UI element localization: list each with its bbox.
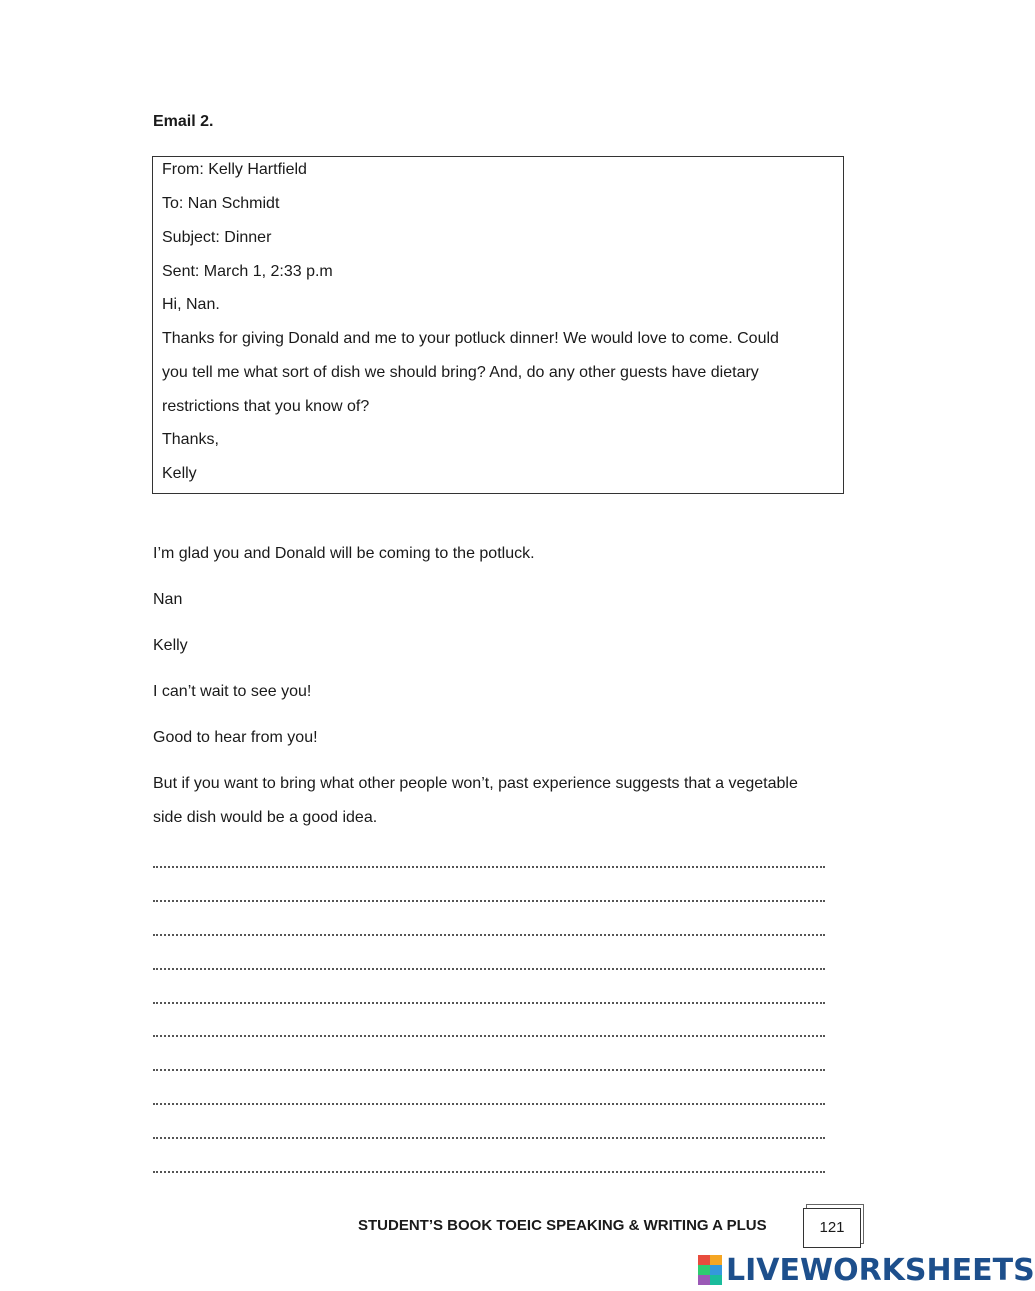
answer-line[interactable] (153, 1067, 825, 1071)
email-signature: Kelly (162, 465, 197, 482)
answer-line[interactable] (153, 1101, 825, 1105)
option-text: Kelly (153, 637, 188, 654)
option-text: Nan (153, 591, 183, 608)
answer-line[interactable] (153, 1000, 825, 1004)
email-to: To: Nan Schmidt (162, 195, 280, 212)
email-box (152, 156, 844, 494)
option-text: Good to hear from you! (153, 729, 318, 746)
email-greeting: Hi, Nan. (162, 296, 220, 313)
book-title: STUDENT’S BOOK TOEIC SPEAKING & WRITING A PLUS (358, 1217, 767, 1234)
email-body-line: you tell me what sort of dish we should bring? And, do any other guests have dietary (162, 364, 759, 381)
email-body-line: Thanks for giving Donald and me to your potluck dinner! We would love to come. Could (162, 330, 779, 347)
email-subject: Subject: Dinner (162, 229, 272, 246)
paragraph-line: side dish would be a good idea. (153, 809, 378, 826)
email-body-line: restrictions that you know of? (162, 398, 370, 415)
answer-line[interactable] (153, 1033, 825, 1037)
email-heading: Email 2. (153, 113, 214, 130)
brand-text: LIVEWORKSHEETS (726, 1252, 1035, 1288)
answer-line[interactable] (153, 966, 825, 970)
paragraph-line: But if you want to bring what other people won’t, past experience suggests that a vegetable (153, 775, 798, 792)
option-text: I’m glad you and Donald will be coming to the potluck. (153, 545, 535, 562)
liveworksheets-logo-icon (698, 1255, 722, 1285)
answer-line[interactable] (153, 1135, 825, 1139)
liveworksheets-brand[interactable] (698, 1253, 1035, 1287)
email-from: From: Kelly Hartfield (162, 161, 307, 178)
email-sent: Sent: March 1, 2:33 p.m (162, 263, 333, 280)
email-closing: Thanks, (162, 431, 219, 448)
answer-line[interactable] (153, 864, 825, 868)
answer-line[interactable] (153, 898, 825, 902)
answer-line[interactable] (153, 1169, 825, 1173)
option-text: I can’t wait to see you! (153, 683, 312, 700)
answer-line[interactable] (153, 932, 825, 936)
page-number: 121 (803, 1208, 861, 1248)
